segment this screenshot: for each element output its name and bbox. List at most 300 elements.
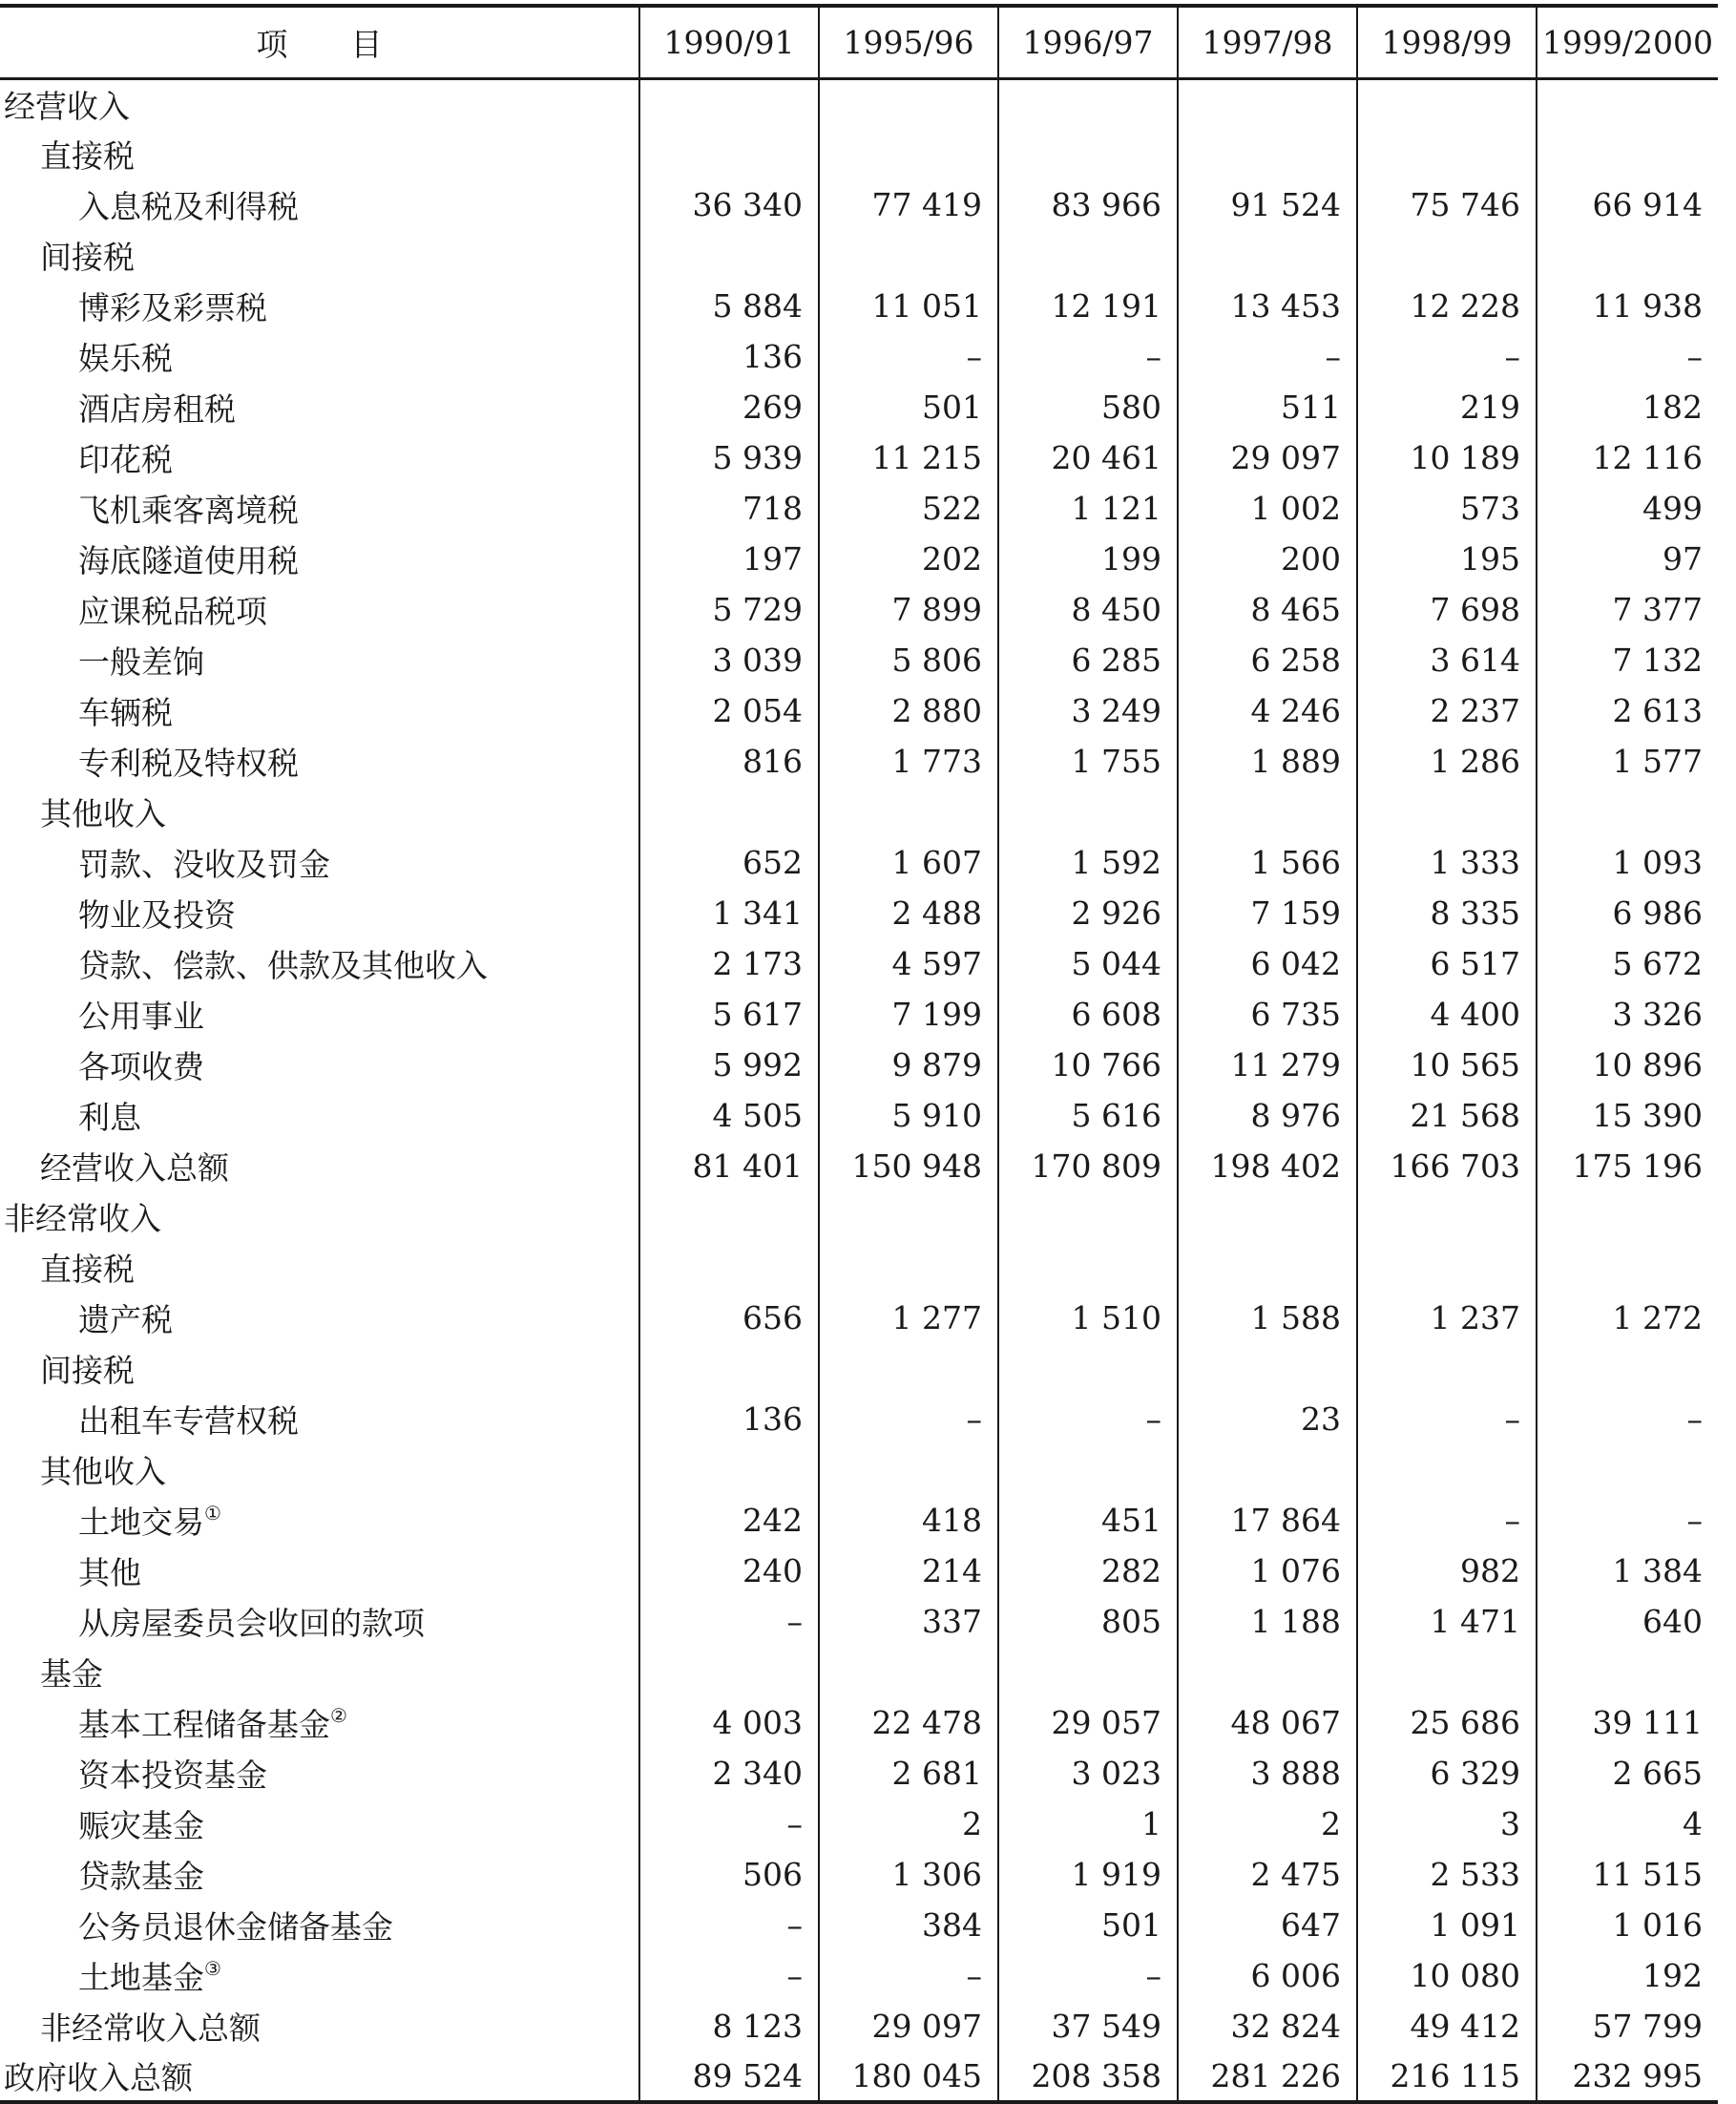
value-cell: 7 132 — [1537, 635, 1718, 685]
value-cell: 1 889 — [1178, 736, 1357, 787]
value-cell: 5 992 — [639, 1040, 819, 1090]
table-row — [0, 281, 1718, 331]
value-cell: 3 023 — [998, 1748, 1178, 1799]
value-cell: 522 — [819, 483, 998, 534]
value-cell: 1 588 — [1178, 1293, 1357, 1343]
row-label — [0, 1293, 639, 1343]
value-cell: 269 — [639, 382, 819, 432]
row-label-text: 博彩及彩票税 — [78, 289, 267, 326]
value-cell: 7 159 — [1178, 888, 1357, 938]
value-cell: 4 — [1537, 1799, 1718, 1849]
value-cell: 219 — [1357, 382, 1537, 432]
value-cell: 192 — [1537, 1950, 1718, 2001]
value-cell: 384 — [819, 1900, 998, 1950]
value-cell: 451 — [998, 1495, 1178, 1546]
value-cell — [998, 1343, 1178, 1394]
row-label — [0, 1090, 639, 1141]
value-cell: 3 — [1357, 1799, 1537, 1849]
value-cell: 4 003 — [639, 1697, 819, 1748]
value-cell: 10 896 — [1537, 1040, 1718, 1090]
value-cell — [639, 230, 819, 281]
row-label-text: 利息 — [78, 1099, 141, 1136]
table-row — [0, 1141, 1718, 1191]
value-cell: 2 488 — [819, 888, 998, 938]
value-cell: 9 879 — [819, 1040, 998, 1090]
value-cell — [1357, 1647, 1537, 1697]
value-cell: – — [998, 1950, 1178, 2001]
value-cell: 12 191 — [998, 281, 1178, 331]
value-cell: 75 746 — [1357, 179, 1537, 230]
value-cell: 83 966 — [998, 179, 1178, 230]
value-cell: 6 006 — [1178, 1950, 1357, 2001]
value-cell — [639, 787, 819, 837]
value-cell: 23 — [1178, 1394, 1357, 1444]
value-cell: 2 — [1178, 1799, 1357, 1849]
value-cell: 656 — [639, 1293, 819, 1343]
value-cell: 2 880 — [819, 685, 998, 736]
value-cell — [1537, 1242, 1718, 1293]
value-cell: 216 115 — [1357, 2051, 1537, 2102]
value-cell: 2 681 — [819, 1748, 998, 1799]
row-label — [0, 432, 639, 483]
row-label-text: 经营收入总额 — [40, 1149, 229, 1187]
value-cell: 214 — [819, 1546, 998, 1596]
value-cell: 180 045 — [819, 2051, 998, 2102]
row-label-text: 直接税 — [40, 137, 135, 175]
value-cell — [998, 787, 1178, 837]
value-cell — [998, 1242, 1178, 1293]
value-cell: 13 453 — [1178, 281, 1357, 331]
value-cell: 3 614 — [1357, 635, 1537, 685]
value-cell: – — [819, 1950, 998, 2001]
value-cell: 8 465 — [1178, 584, 1357, 635]
row-label-text: 遗产税 — [78, 1301, 173, 1338]
value-cell — [1537, 1444, 1718, 1495]
value-cell: 816 — [639, 736, 819, 787]
value-cell: – — [639, 1596, 819, 1647]
table-row — [0, 1090, 1718, 1141]
table-row — [0, 989, 1718, 1040]
value-cell: 418 — [819, 1495, 998, 1546]
value-cell: 136 — [639, 331, 819, 382]
value-cell — [1357, 787, 1537, 837]
value-cell: 20 461 — [998, 432, 1178, 483]
row-label-text: 政府收入总额 — [4, 2059, 193, 2096]
table-row — [0, 1950, 1718, 2001]
value-cell: 2 613 — [1537, 685, 1718, 736]
table-row — [0, 1191, 1718, 1242]
row-label — [0, 584, 639, 635]
row-label-text: 赈灾基金 — [78, 1807, 204, 1844]
value-cell — [639, 1343, 819, 1394]
value-cell: 240 — [639, 1546, 819, 1596]
value-cell: 57 799 — [1537, 2001, 1718, 2051]
value-cell: 1 577 — [1537, 736, 1718, 787]
value-cell: 29 097 — [819, 2001, 998, 2051]
value-cell — [819, 1444, 998, 1495]
value-cell — [1178, 1444, 1357, 1495]
row-label-text: 基金 — [40, 1655, 103, 1693]
value-cell — [1357, 1444, 1537, 1495]
table-row — [0, 1293, 1718, 1343]
row-label — [0, 1444, 639, 1495]
table-row — [0, 230, 1718, 281]
value-cell: – — [998, 331, 1178, 382]
row-label — [0, 1242, 639, 1293]
row-label — [0, 1546, 639, 1596]
row-label-text: 非经常收入 — [4, 1200, 161, 1237]
table-row — [0, 1495, 1718, 1546]
value-cell: 2 054 — [639, 685, 819, 736]
value-cell: 12 228 — [1357, 281, 1537, 331]
value-cell: 197 — [639, 534, 819, 584]
row-label-text: 公务员退休金储备基金 — [78, 1908, 393, 1946]
value-cell: 6 608 — [998, 989, 1178, 1040]
value-cell — [819, 230, 998, 281]
value-cell: 6 986 — [1537, 888, 1718, 938]
value-cell: 1 773 — [819, 736, 998, 787]
value-cell — [1537, 230, 1718, 281]
value-cell: 1 286 — [1357, 736, 1537, 787]
value-cell: 17 864 — [1178, 1495, 1357, 1546]
value-cell: 182 — [1537, 382, 1718, 432]
value-cell — [639, 1444, 819, 1495]
row-label-text: 土地交易 — [78, 1504, 204, 1541]
value-cell — [998, 78, 1178, 129]
table-row — [0, 635, 1718, 685]
value-cell: 282 — [998, 1546, 1178, 1596]
row-label — [0, 1849, 639, 1900]
value-cell: 81 401 — [639, 1141, 819, 1191]
row-label — [0, 78, 639, 129]
table-row — [0, 787, 1718, 837]
value-cell: – — [1537, 331, 1718, 382]
value-cell: 3 888 — [1178, 1748, 1357, 1799]
value-cell: 10 189 — [1357, 432, 1537, 483]
table-row — [0, 78, 1718, 129]
value-cell: 7 698 — [1357, 584, 1537, 635]
row-label-text: 物业及投资 — [78, 896, 236, 934]
row-label-text: 非经常收入总额 — [40, 2009, 261, 2047]
value-cell: 136 — [639, 1394, 819, 1444]
value-cell: 175 196 — [1537, 1141, 1718, 1191]
value-cell — [1357, 1343, 1537, 1394]
header-item: 项 目 — [0, 6, 639, 78]
value-cell: 640 — [1537, 1596, 1718, 1647]
table-row — [0, 938, 1718, 989]
row-label — [0, 1495, 639, 1546]
value-cell — [639, 1191, 819, 1242]
value-cell — [819, 129, 998, 179]
table-row — [0, 1697, 1718, 1748]
table-row — [0, 1242, 1718, 1293]
value-cell — [998, 1444, 1178, 1495]
row-label — [0, 1040, 639, 1090]
row-label — [0, 1394, 639, 1444]
value-cell: 2 533 — [1357, 1849, 1537, 1900]
value-cell: – — [1537, 1495, 1718, 1546]
row-label — [0, 1748, 639, 1799]
value-cell — [639, 129, 819, 179]
row-label-text: 基本工程储备基金 — [78, 1706, 330, 1743]
value-cell: 1 002 — [1178, 483, 1357, 534]
row-label — [0, 483, 639, 534]
value-cell — [639, 78, 819, 129]
value-cell: – — [819, 1394, 998, 1444]
value-cell: 580 — [998, 382, 1178, 432]
value-cell: 3 039 — [639, 635, 819, 685]
value-cell — [1357, 1191, 1537, 1242]
value-cell: 2 173 — [639, 938, 819, 989]
value-cell: – — [639, 1950, 819, 2001]
row-label — [0, 1697, 639, 1748]
value-cell: 506 — [639, 1849, 819, 1900]
value-cell: 8 450 — [998, 584, 1178, 635]
row-label-text: 间接税 — [40, 1352, 135, 1389]
value-cell — [1357, 230, 1537, 281]
table-row — [0, 1849, 1718, 1900]
value-cell: 6 329 — [1357, 1748, 1537, 1799]
value-cell: – — [1537, 1394, 1718, 1444]
value-cell: 15 390 — [1537, 1090, 1718, 1141]
value-cell: 2 665 — [1537, 1748, 1718, 1799]
table-row — [0, 432, 1718, 483]
row-label-text: 出租车专营权税 — [78, 1402, 299, 1440]
value-cell — [1178, 1647, 1357, 1697]
value-cell: 195 — [1357, 534, 1537, 584]
value-cell: 25 686 — [1357, 1697, 1537, 1748]
row-label — [0, 2051, 639, 2102]
value-cell: 511 — [1178, 382, 1357, 432]
value-cell: – — [998, 1394, 1178, 1444]
value-cell: 647 — [1178, 1900, 1357, 1950]
row-label — [0, 837, 639, 888]
row-label-text: 各项收费 — [78, 1048, 204, 1085]
row-label — [0, 281, 639, 331]
value-cell: 170 809 — [998, 1141, 1178, 1191]
row-label-text: 土地基金 — [78, 1959, 204, 1996]
table-row — [0, 1546, 1718, 1596]
value-cell: 199 — [998, 534, 1178, 584]
value-cell: 1 076 — [1178, 1546, 1357, 1596]
value-cell: 7 377 — [1537, 584, 1718, 635]
value-cell — [1537, 78, 1718, 129]
value-cell: – — [1357, 1394, 1537, 1444]
value-cell — [819, 1647, 998, 1697]
header-year: 1996/97 — [998, 6, 1178, 78]
table-row — [0, 2001, 1718, 2051]
value-cell: 202 — [819, 534, 998, 584]
value-cell: 198 402 — [1178, 1141, 1357, 1191]
row-label — [0, 331, 639, 382]
row-label — [0, 382, 639, 432]
value-cell: 208 358 — [998, 2051, 1178, 2102]
row-label — [0, 534, 639, 584]
row-label-text: 罚款、没收及罚金 — [78, 846, 330, 883]
value-cell: 1 093 — [1537, 837, 1718, 888]
row-label-text: 经营收入 — [4, 87, 130, 125]
value-cell: 1 592 — [998, 837, 1178, 888]
value-cell: 1 510 — [998, 1293, 1178, 1343]
table-row — [0, 483, 1718, 534]
value-cell: 242 — [639, 1495, 819, 1546]
value-cell — [1357, 129, 1537, 179]
row-label-text: 娱乐税 — [78, 340, 173, 377]
header-year: 1995/96 — [819, 6, 998, 78]
value-cell: 2 475 — [1178, 1849, 1357, 1900]
value-cell: 2 237 — [1357, 685, 1537, 736]
value-cell: 4 400 — [1357, 989, 1537, 1040]
table-row — [0, 1900, 1718, 1950]
value-cell: 48 067 — [1178, 1697, 1357, 1748]
table-row — [0, 837, 1718, 888]
table-row — [0, 685, 1718, 736]
value-cell — [1357, 1242, 1537, 1293]
value-cell: 11 515 — [1537, 1849, 1718, 1900]
value-cell: 8 335 — [1357, 888, 1537, 938]
table-row — [0, 1444, 1718, 1495]
value-cell: 1 277 — [819, 1293, 998, 1343]
value-cell: – — [1357, 331, 1537, 382]
value-cell: 573 — [1357, 483, 1537, 534]
value-cell: 89 524 — [639, 2051, 819, 2102]
row-label — [0, 989, 639, 1040]
value-cell: 29 097 — [1178, 432, 1357, 483]
row-label — [0, 787, 639, 837]
row-label-text: 酒店房租税 — [78, 390, 236, 428]
value-cell: 3 249 — [998, 685, 1178, 736]
row-label-text: 贷款基金 — [78, 1858, 204, 1895]
value-cell: 22 478 — [819, 1697, 998, 1748]
value-cell — [819, 1242, 998, 1293]
row-label-text: 一般差饷 — [78, 643, 204, 681]
value-cell: 501 — [819, 382, 998, 432]
row-label-text: 印花税 — [78, 441, 173, 478]
value-cell — [1537, 129, 1718, 179]
value-cell: – — [1357, 1495, 1537, 1546]
table-row — [0, 888, 1718, 938]
value-cell: – — [819, 331, 998, 382]
table-row — [0, 584, 1718, 635]
value-cell: 2 — [819, 1799, 998, 1849]
value-cell — [1537, 1343, 1718, 1394]
value-cell: 11 279 — [1178, 1040, 1357, 1090]
value-cell: 7 899 — [819, 584, 998, 635]
table-row — [0, 1647, 1718, 1697]
value-cell — [998, 230, 1178, 281]
value-cell: 805 — [998, 1596, 1178, 1647]
row-label-text: 专利税及特权税 — [78, 745, 299, 782]
row-label — [0, 736, 639, 787]
row-label-text: 车辆税 — [78, 694, 173, 731]
value-cell — [1178, 1242, 1357, 1293]
row-label — [0, 1343, 639, 1394]
value-cell: 2 340 — [639, 1748, 819, 1799]
value-cell: 49 412 — [1357, 2001, 1537, 2051]
row-label-text: 应课税品税项 — [78, 593, 267, 630]
table-row — [0, 534, 1718, 584]
row-label — [0, 1191, 639, 1242]
value-cell: 1 306 — [819, 1849, 998, 1900]
row-label-text: 从房屋委员会收回的款项 — [78, 1605, 425, 1642]
table-row — [0, 179, 1718, 230]
value-cell: 10 565 — [1357, 1040, 1537, 1090]
footnote-marker: ② — [330, 1704, 347, 1727]
value-cell: 36 340 — [639, 179, 819, 230]
table-row — [0, 2051, 1718, 2102]
value-cell: 5 806 — [819, 635, 998, 685]
value-cell — [1537, 787, 1718, 837]
value-cell: 39 111 — [1537, 1697, 1718, 1748]
table-row — [0, 1343, 1718, 1394]
value-cell: 6 517 — [1357, 938, 1537, 989]
value-cell: 1 919 — [998, 1849, 1178, 1900]
value-cell — [819, 787, 998, 837]
value-cell: 29 057 — [998, 1697, 1178, 1748]
value-cell — [998, 129, 1178, 179]
header-year: 1997/98 — [1178, 6, 1357, 78]
value-cell: – — [639, 1900, 819, 1950]
value-cell: 499 — [1537, 483, 1718, 534]
value-cell: 1 188 — [1178, 1596, 1357, 1647]
value-cell: 5 616 — [998, 1090, 1178, 1141]
value-cell: 281 226 — [1178, 2051, 1357, 2102]
table-row — [0, 1394, 1718, 1444]
table-row — [0, 331, 1718, 382]
value-cell: 1 272 — [1537, 1293, 1718, 1343]
row-label — [0, 685, 639, 736]
value-cell: 1 — [998, 1799, 1178, 1849]
table-row — [0, 129, 1718, 179]
value-cell: 5 617 — [639, 989, 819, 1040]
row-label — [0, 129, 639, 179]
table-row — [0, 1596, 1718, 1647]
value-cell: 166 703 — [1357, 1141, 1537, 1191]
value-cell: 4 505 — [639, 1090, 819, 1141]
value-cell: 10 766 — [998, 1040, 1178, 1090]
value-cell: 11 051 — [819, 281, 998, 331]
value-cell — [1178, 129, 1357, 179]
value-cell: – — [1178, 331, 1357, 382]
value-cell: 37 549 — [998, 2001, 1178, 2051]
row-label-text: 海底隧道使用税 — [78, 542, 299, 579]
value-cell — [998, 1647, 1178, 1697]
value-cell: 1 566 — [1178, 837, 1357, 888]
value-cell: 1 755 — [998, 736, 1178, 787]
row-label-text: 入息税及利得税 — [78, 188, 299, 225]
row-label — [0, 1141, 639, 1191]
value-cell: 4 246 — [1178, 685, 1357, 736]
row-label — [0, 2001, 639, 2051]
value-cell: 200 — [1178, 534, 1357, 584]
table-header — [0, 6, 1718, 78]
value-cell: 66 914 — [1537, 179, 1718, 230]
value-cell: 10 080 — [1357, 1950, 1537, 2001]
value-cell: 6 735 — [1178, 989, 1357, 1040]
revenue-table — [0, 4, 1718, 2104]
row-label-text: 其他收入 — [40, 795, 166, 832]
value-cell: 652 — [639, 837, 819, 888]
value-cell: 91 524 — [1178, 179, 1357, 230]
value-cell: 1 384 — [1537, 1546, 1718, 1596]
row-label — [0, 230, 639, 281]
value-cell: 4 597 — [819, 938, 998, 989]
table-body — [0, 78, 1718, 2102]
row-label — [0, 1950, 639, 2001]
value-cell: 5 884 — [639, 281, 819, 331]
value-cell: 1 237 — [1357, 1293, 1537, 1343]
value-cell: 97 — [1537, 534, 1718, 584]
